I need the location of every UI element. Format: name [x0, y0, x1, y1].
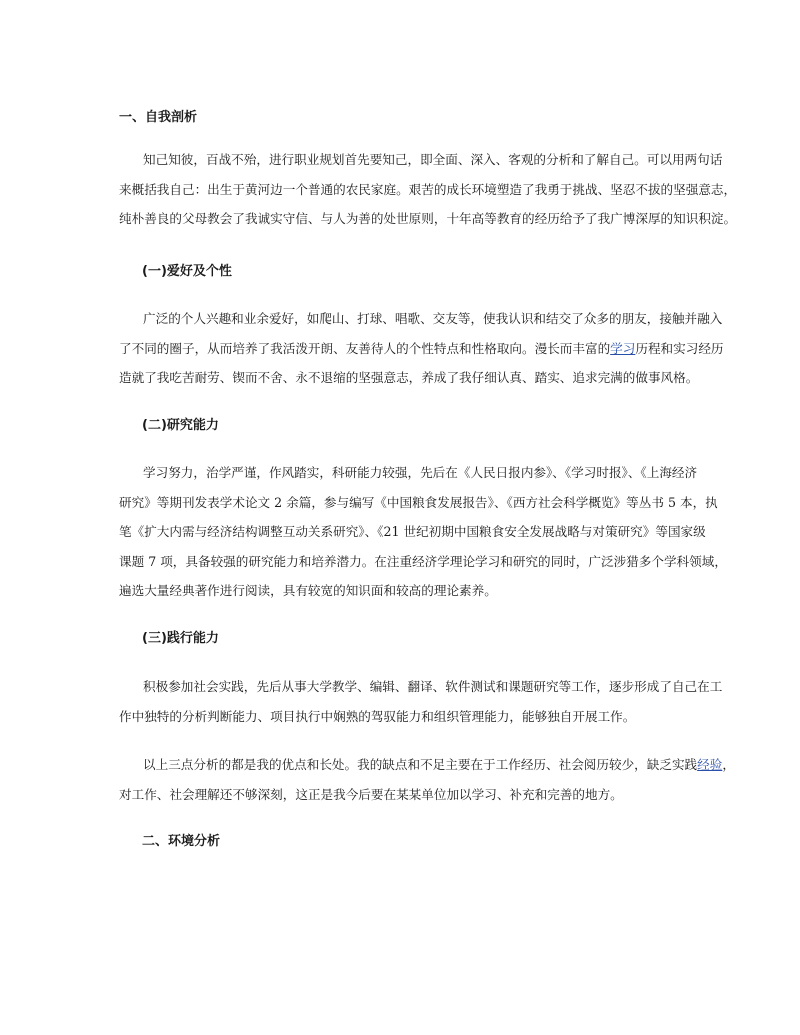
experience-link[interactable]: 经验: [697, 757, 723, 772]
paragraph-summary: [119, 750, 735, 809]
text-line: 来概括我自己：出生于黄河边一个普通的农民家庭。艰苦的成长环境塑造了我勇于挑战、坚忍不拔的坚强意志，: [119, 181, 737, 197]
paragraph-practice: [119, 672, 723, 731]
section-heading-hobbies: (一)爱好及个性: [142, 264, 232, 279]
text-line: [119, 750, 735, 780]
text-line: 研究》等期刊发表学术论文 2 余篇，参与编写《中国粮食发展报告》、《西方社会科学概览》等丛书 5 本，执: [119, 494, 718, 510]
paragraph-hobbies: [119, 304, 724, 393]
section-heading-self-analysis: 一、自我剖析: [119, 110, 198, 125]
text-line: [119, 334, 724, 364]
text-line: 遍选大量经典著作进行阅读，具有较宽的知识面和较高的理论素养。: [119, 583, 497, 598]
text-segment: 以上三点分析的都是我的优点和长处。我的缺点和不足主要在于工作经历、社会阅历较少，缺乏实践: [143, 757, 698, 772]
text-line: 广泛的个人兴趣和业余爱好，如爬山、打球、唱歌、交友等，使我认识和结交了众多的朋友，接触并融入: [143, 311, 723, 326]
text-segment: 了不同的圈子，从而培养了我活泼开朗、友善待人的个性特点和性格取向。漫长而丰富的: [119, 340, 611, 356]
study-link[interactable]: 学习: [610, 340, 636, 356]
text-line: 作中独特的分析判断能力、项目执行中娴熟的驾驭能力和组织管理能力，能够独自开展工作。: [119, 708, 636, 724]
text-line: 纯朴善良的父母教会了我诚实守信、与人为善的处世原则，十年高等教育的经历给予了我广博深厚的知识积淀。: [119, 211, 737, 226]
text-line: 学习努力，治学严谨，作风踏实，科研能力较强，先后在《人民日报内参》、《学习时报》、《上海经济: [143, 465, 698, 480]
paragraph-research: [119, 458, 727, 606]
section-heading-environment: 二、环境分析: [142, 834, 221, 849]
text-line: 课题 7 项，具备较强的研究能力和培养潜力。在注重经济学理论学习和研究的同时，广泛涉猎多个学科领域，: [119, 553, 727, 569]
text-line: 知己知彼，百战不殆，进行职业规划首先要知己，即全面、深入、客观的分析和了解自己。可以用两句话: [143, 152, 723, 167]
text-segment: ，: [722, 757, 735, 772]
paragraph-self-intro: [119, 145, 737, 234]
section-heading-practice: (三)践行能力: [142, 631, 219, 646]
text-segment: 历程和实习经历: [635, 340, 724, 356]
text-line: 笔《扩大内需与经济结构调整互动关系研究》、《21 世纪初期中国粮食安全发展战略与对策研究》等国家级: [119, 524, 706, 539]
text-line: 造就了我吃苦耐劳、锲而不舍、永不退缩的坚强意志，养成了我仔细认真、踏实、追求完满的做事风格。: [119, 370, 699, 385]
text-line: 对工作、社会理解还不够深刻，这正是我今后要在某某单位加以学习、补充和完善的地方。: [119, 786, 623, 802]
text-line: 积极参加社会实践，先后从事大学教学、编辑、翻译、软件测试和课题研究等工作，逐步形成了自己在工: [143, 679, 723, 694]
section-heading-research: (二)研究能力: [142, 418, 219, 433]
